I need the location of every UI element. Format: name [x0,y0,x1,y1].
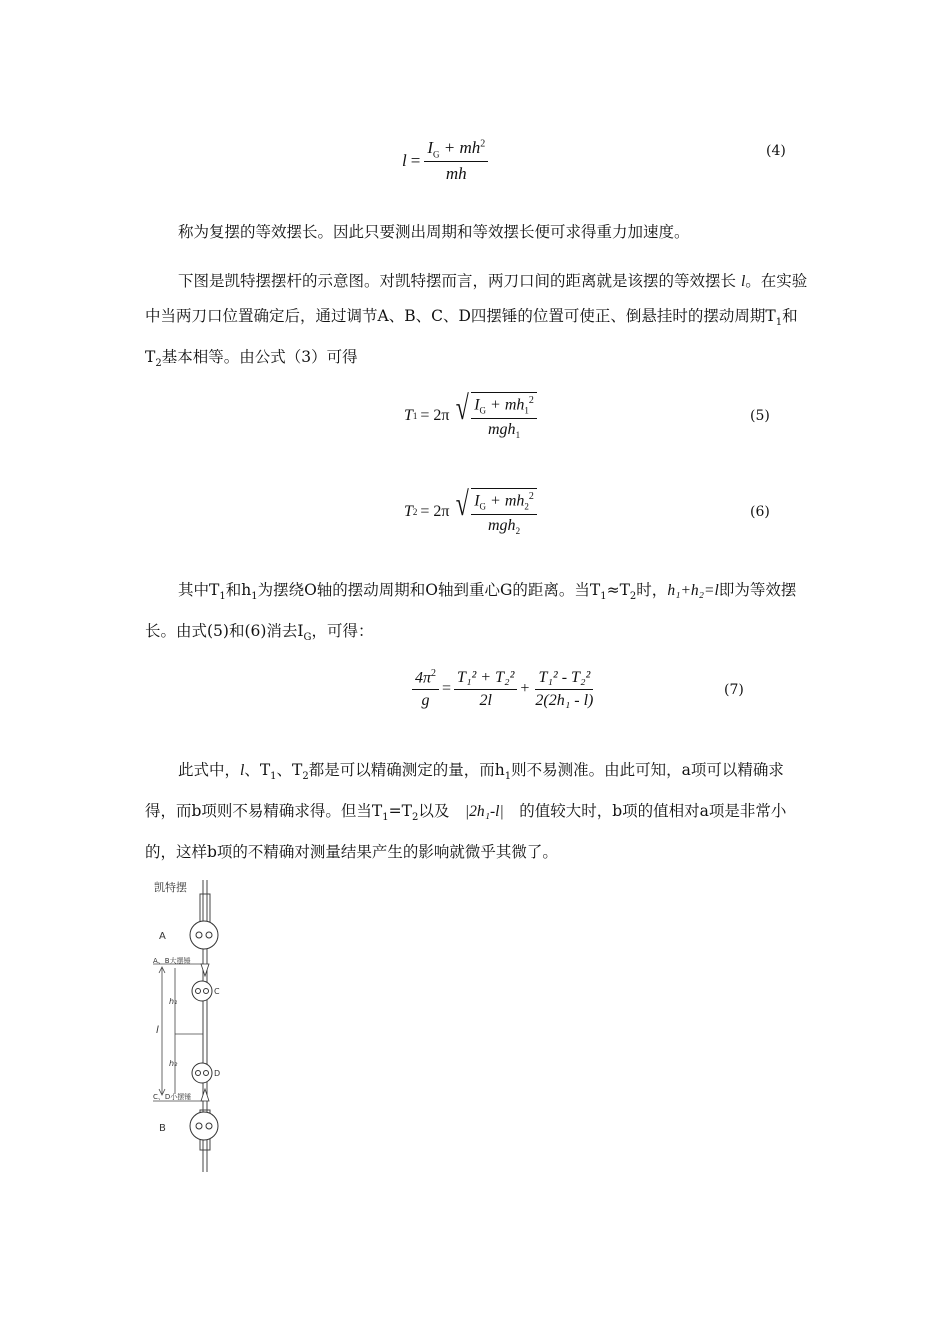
eq4-fraction: $\frac{I_G + mh^2}{mh}$ [424,138,488,184]
label-a: A [159,931,166,942]
eq6-number: (6) [750,504,770,520]
figure-title: 凯特摆 [154,881,187,894]
label-c: C [214,987,220,996]
equation-5: T 1 = 2π √ $\frac{I_G + mh_1^2}{mgh_1}$ [404,392,537,440]
equation-4: l = $\frac{I_G + mh^2}{mh}$ [402,138,488,184]
weight-d [192,1063,212,1083]
lower-knife-edge [201,1089,209,1101]
label-cd-weights: C、D小摆锤 [153,1093,192,1101]
eq7-term-a: $\frac{\text{T₁² + T₂²}}{2l}$ [454,669,517,710]
label-h1: h₁ [169,997,178,1006]
paragraph-2: 下图是凯特摆摆杆的示意图。对凯特摆而言，两刀口间的距离就是该摆的等效摆长 l。在实验中当两刀口位置确定后，通过调节A、B、C、D四摆锤的位置可使正、倒悬挂时的摆动周期$T_1$和$T_2$基本相等。由公式（3）可得 [145,272,808,370]
weight-b [190,1112,218,1140]
weight-c [192,981,212,1001]
label-d: D [214,1069,221,1078]
eq4-number: (4) [766,143,786,159]
eq5-number: (5) [750,408,770,424]
label-ab-weights: A、B大摆锤 [153,957,191,965]
equation-7: $\frac{4\pi^2}{g}$ = $\frac{\text{T₁² + T₂²}}{2l}$ + $\frac{\text{T₁² - T₂²}}{\text{2(2h₁ - l)}}$ [412,668,596,710]
eq7-term-b: $\frac{\text{T₁² - T₂²}}{\text{2(2h₁ - l)}}$ [535,668,594,709]
upper-knife-edge [201,964,209,976]
eq7-number: (7) [724,682,744,698]
eq4-lhs: l [402,151,407,171]
paragraph-3: 其中$T_1$和$h_1$为摆绕O轴的摆动周期和O轴到重心G的距离。当$T_1\approx T_2$时，h₁+h₂=l即为等效摆长。由式(5)和(6)消去$I_G$，可得： [145,581,797,644]
eq7-lhs: $\frac{4\pi^2}{g}$ [412,668,439,710]
weight-a [190,921,218,949]
label-b: B [159,1123,166,1134]
kater-pendulum-diagram [145,872,245,1182]
paragraph-1: 称为复摆的等效摆长。因此只要测出周期和等效摆长便可求得重力加速度。 [178,223,690,241]
paragraph-4: 此式中，l、$T_1$、$T_2$都是可以精确测定的量，而$h_1$则不易测准。由此可知，a项可以精确求得，而b项则不易精确求得。但当$T_1=T_2$以及 |2h₁-l| 的值较大时，b项的值相对a项是非常小的，这样b项的不精确对测量结果产生的影响就微乎其微了。 [145,761,787,862]
label-h2: h₂ [169,1059,178,1068]
equation-6: T 2 = 2π √ $\frac{I_G + mh_2^2}{mgh_2}$ [404,488,537,536]
label-l: l [156,1025,159,1036]
